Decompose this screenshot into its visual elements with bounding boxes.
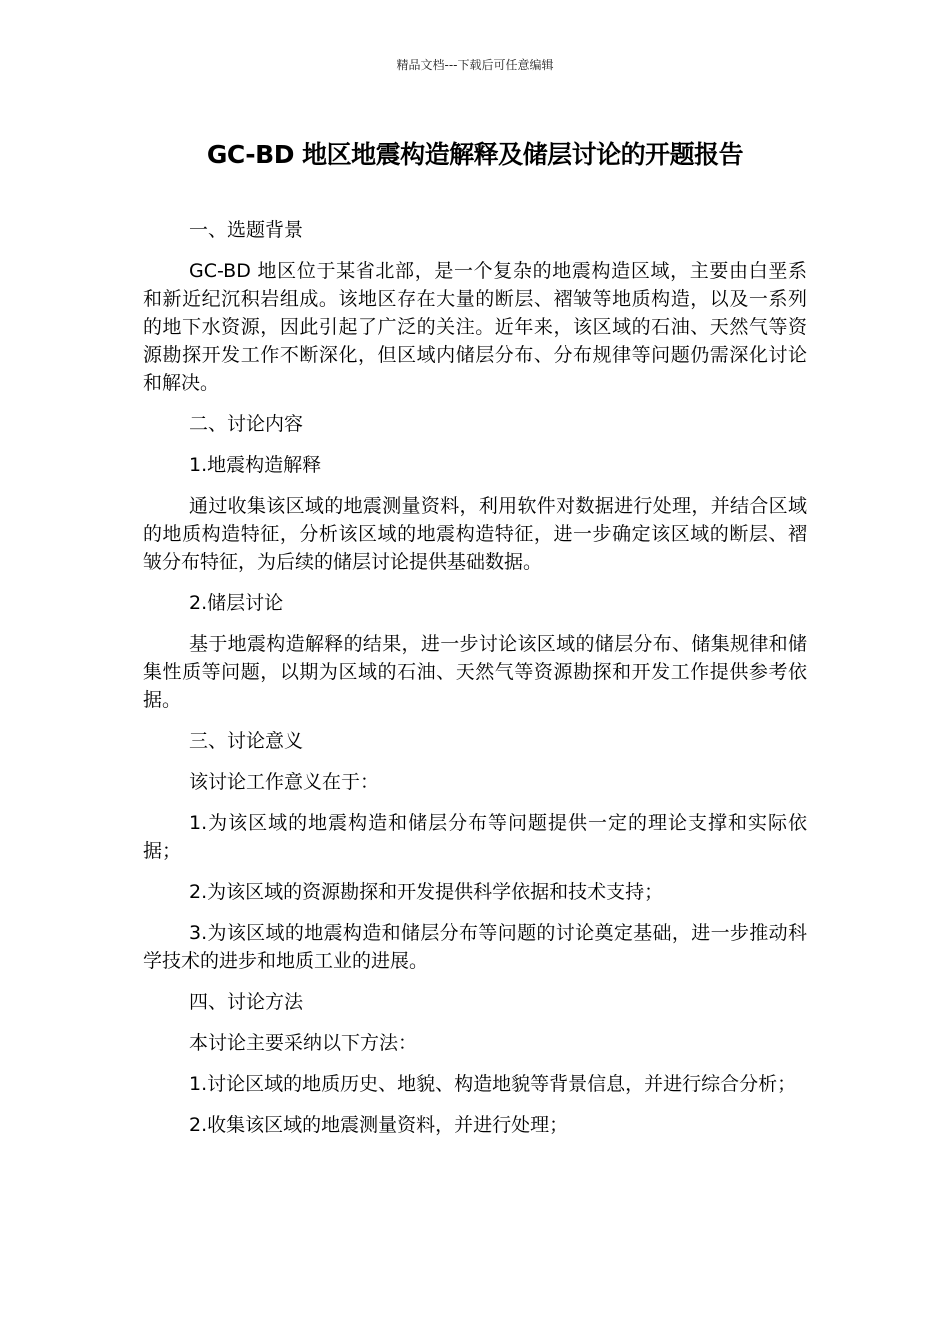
subheading-seismic-interpretation: 1.地震构造解释 xyxy=(189,454,322,476)
document-body xyxy=(143,216,807,1152)
section-heading-significance: 三、讨论意义 xyxy=(189,730,304,752)
subheading-reservoir-study: 2.储层讨论 xyxy=(189,592,284,614)
list-item-significance-1: 1.为该区域的地震构造和储层分布等问题提供一定的理论支撑和实际依据； xyxy=(143,812,807,862)
paragraph-background: GC-BD 地区位于某省北部，是一个复杂的地震构造区域，主要由白垩系和新近纪沉积岩组成。该地区存在大量的断层、褶皱等地质构造，以及一系列的地下水资源，因此引起了广泛的关注。近年来，该区域的石油、天然气等资源勘探开发工作不断深化，但区域内储层分布、分布规律等问题仍需深化讨论和解决。 xyxy=(143,260,807,394)
section-heading-content: 二、讨论内容 xyxy=(189,413,304,435)
header-note: 精品文档---下载后可任意编辑 xyxy=(396,58,554,72)
paragraph-methods-intro: 本讨论主要采纳以下方法： xyxy=(189,1032,418,1054)
paragraph-significance-intro: 该讨论工作意义在于： xyxy=(189,771,380,793)
list-item-method-1: 1.讨论区域的地质历史、地貌、构造地貌等背景信息，并进行综合分析； xyxy=(189,1073,797,1095)
paragraph-reservoir-study: 基于地震构造解释的结果，进一步讨论该区域的储层分布、储集规律和储集性质等问题，以期为区域的石油、天然气等资源勘探和开发工作提供参考依据。 xyxy=(143,633,807,711)
section-heading-methods: 四、讨论方法 xyxy=(189,991,304,1013)
list-item-method-2: 2.收集该区域的地震测量资料，并进行处理； xyxy=(189,1114,569,1136)
list-item-significance-2: 2.为该区域的资源勘探和开发提供科学依据和技术支持； xyxy=(189,881,664,903)
paragraph-seismic-interpretation: 通过收集该区域的地震测量资料，利用软件对数据进行处理，并结合区域的地质构造特征，分析该区域的地震构造特征，进一步确定该区域的断层、褶皱分布特征，为后续的储层讨论提供基础数据。 xyxy=(143,495,807,573)
list-item-significance-3: 3.为该区域的地震构造和储层分布等问题的讨论奠定基础，进一步推动科学技术的进步和地质工业的进展。 xyxy=(143,922,807,972)
section-heading-background: 一、选题背景 xyxy=(189,219,304,241)
document-title: GC-BD 地区地震构造解释及储层讨论的开题报告 xyxy=(206,140,744,169)
